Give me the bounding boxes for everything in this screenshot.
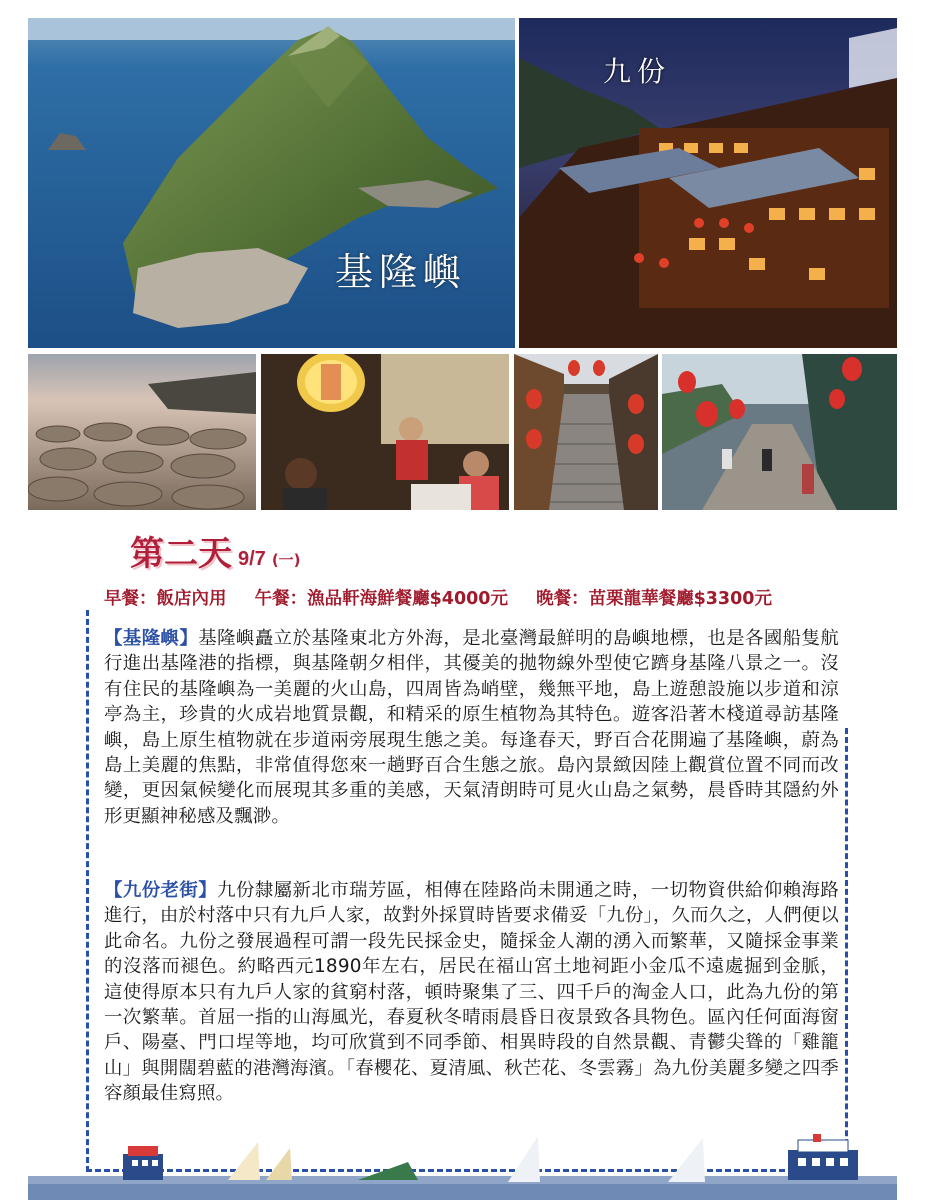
day-heading — [130, 526, 301, 575]
content-frame-right-edge — [845, 728, 848, 1172]
day-date: 9/7 — [238, 548, 266, 570]
jiufen-night-photo — [519, 18, 897, 348]
jiufen-old-street-heading: 【九份老街】 — [104, 880, 218, 901]
jiufen-street-photo — [662, 354, 897, 510]
food-vendor-photo — [261, 354, 509, 510]
harbor-illustration — [28, 1132, 897, 1200]
keelung-islet-section — [104, 626, 839, 829]
jiufen-stairs-photo — [514, 354, 658, 510]
day-weekday: (一) — [271, 551, 301, 569]
breakfast-info: 早餐：飯店內用 — [104, 589, 227, 609]
rock-shore-photo — [28, 354, 256, 510]
jiufen-label: 九份 — [603, 55, 672, 88]
day-title: 第二天 — [130, 534, 232, 574]
jiufen-old-street-section — [104, 878, 839, 1107]
lunch-info: 午餐：漁品軒海鮮餐廳$4000元 — [254, 589, 508, 609]
keelung-islet-body: 基隆嶼矗立於基隆東北方外海，是北臺灣最鮮明的島嶼地標，也是各國船隻航行進出基隆港的指標，與基隆朝夕相伴，其優美的拋物線外型使它躋身基隆八景之一。沒有住民的基隆嶼為一美麗的火山島，四周皆為峭壁，幾無平地，島上遊憩設施以步道和涼亭為主，珍貴的火成岩地質景觀，和精采的原生植物為其特色。遊客沿著木棧道尋訪基隆嶼，島上原生植物就在步道兩旁展現生態之美。每逢春天，野百合花開遍了基隆嶼，蔚為島上美麗的焦點，非常值得您來一趟野百合生態之旅。島內景緻因陸上觀賞位置不同而改變，更因氣候變化而展現其多重的美感，天氣清朗時可見火山島之氣勢，晨昏時其隱約外形更顯神秘感及飄渺。 — [104, 628, 839, 827]
keelung-islet-label: 基隆嶼 — [334, 250, 467, 294]
jiufen-old-street-body: 九份隸屬新北市瑞芳區，相傳在陸路尚未開通之時，一切物資供給仰賴海路進行，由於村落中只有九戶人家，故對外採買時皆要求備妥「九份」，久而久之，人們便以此命名。九份之發展過程可謂一段先民採金史，隨採金人潮的湧入而繁華，又隨採金事業的沒落而褪色。約略西元1890年左右，居民在福山宮土地祠距小金瓜不遠處掘到金脈，這使得原本只有九戶人家的貧窮村落，頓時聚集了三、四千戶的淘金人口，此為九份的第一次繁華。首屈一指的山海風光，春夏秋冬晴雨晨昏日夜景致各具物色。區內任何面海窗戶、陽臺、門口埕等地，均可欣賞到不同季節、相異時段的自然景觀、青鬱尖聳的「雞籠山」與開闊碧藍的港灣海濱。「春櫻花、夏清風、秋芒花、冬雲霧」為九份美麗多變之四季容顏最佳寫照。 — [104, 880, 839, 1105]
keelung-islet-photo — [28, 18, 515, 348]
keelung-islet-heading: 【基隆嶼】 — [104, 628, 199, 649]
meal-schedule — [104, 585, 844, 610]
dinner-info: 晚餐：苗栗龍華餐廳$3300元 — [536, 589, 772, 609]
